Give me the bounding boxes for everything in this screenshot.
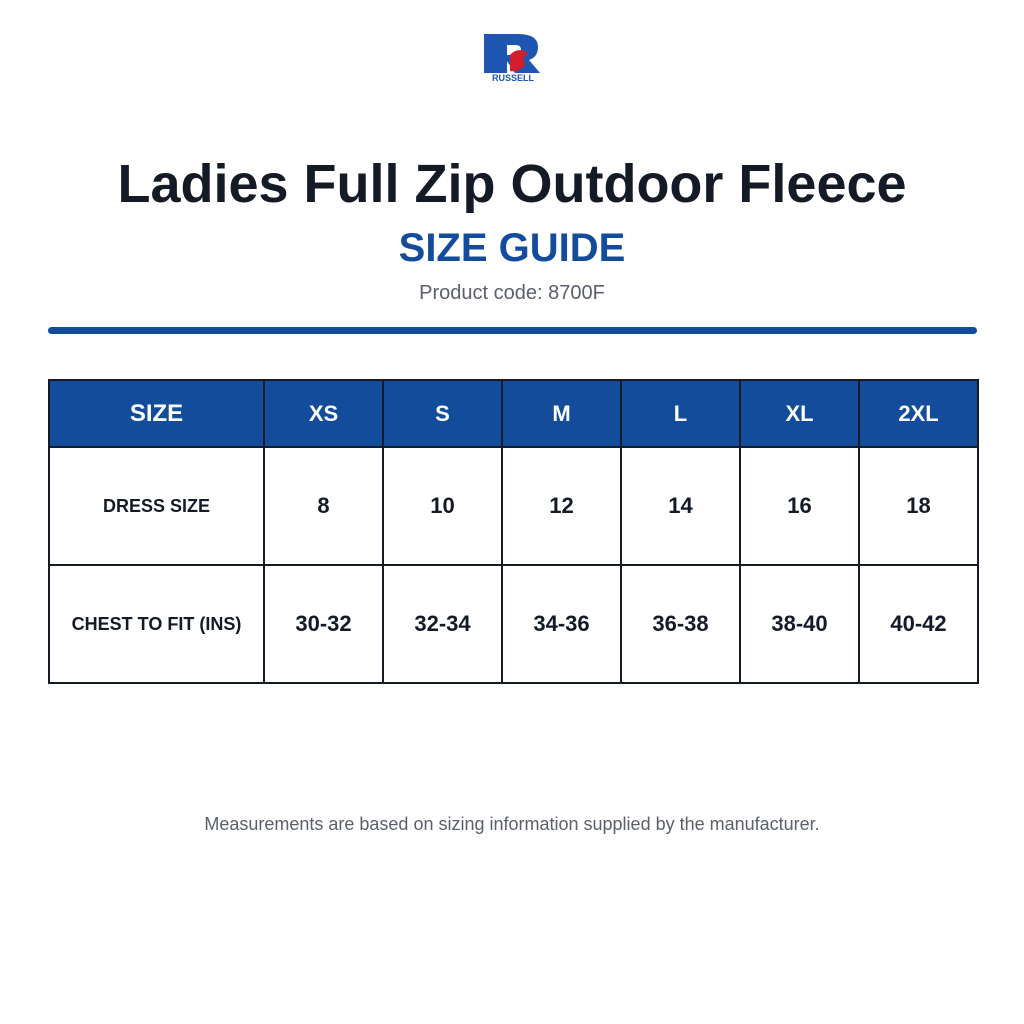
table-cell: 40-42 [859,565,978,683]
page-title: Ladies Full Zip Outdoor Fleece [117,154,907,214]
header-divider [48,327,977,334]
table-cell: 8 [264,447,383,565]
row-label: DRESS SIZE [49,447,264,565]
table-header-cell: M [502,380,621,447]
product-code: Product code: 8700F [419,282,605,304]
table-cell: 30-32 [264,565,383,683]
table-row [49,565,978,683]
table-cell: 12 [502,447,621,565]
table-header-cell: SIZE [49,380,264,447]
size-table [48,379,979,684]
table-cell: 32-34 [383,565,502,683]
table-cell: 36-38 [621,565,740,683]
svg-text:RUSSELL: RUSSELL [491,73,535,83]
table-cell: 18 [859,447,978,565]
table-header-cell: L [621,380,740,447]
table-cell: 38-40 [740,565,859,683]
table-header-cell: XL [740,380,859,447]
table-cell: 16 [740,447,859,565]
page-subtitle: SIZE GUIDE [398,226,626,270]
table-cell: 34-36 [502,565,621,683]
footer-note: Measurements are based on sizing information supplied by the manufacturer. [204,814,820,834]
table-header-row [49,380,978,447]
table-header-cell: S [383,380,502,447]
table-header-cell: 2XL [859,380,978,447]
table-header-cell: XS [264,380,383,447]
row-label: CHEST TO FIT (INS) [49,565,264,683]
table-cell: 14 [621,447,740,565]
table-cell: 10 [383,447,502,565]
table-row [49,447,978,565]
russell-logo [483,33,543,83]
